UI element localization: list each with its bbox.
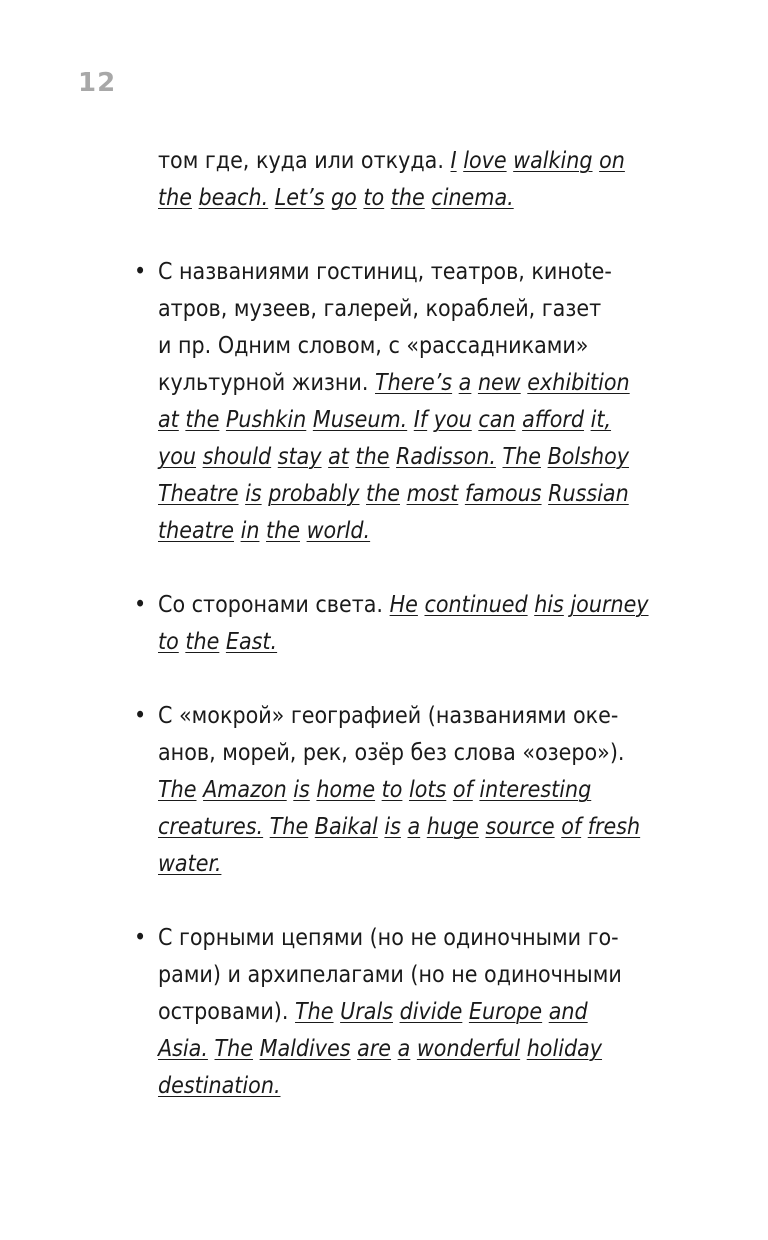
example-word: huge	[426, 814, 479, 840]
example-word: is	[245, 481, 262, 507]
example-word: Radisson.	[396, 444, 496, 470]
example-word: journey	[570, 592, 649, 618]
example-word: lots	[408, 777, 447, 803]
example-word: cinema.	[431, 185, 514, 211]
example-word: East.	[225, 629, 278, 655]
bullet-icon: •	[134, 592, 147, 618]
example-word: beach.	[198, 185, 269, 211]
example-word: most	[406, 481, 459, 507]
example-word: Bolshoy	[547, 444, 629, 470]
item-ru-line: анов, морей, рек, озёр без слова «озеро»).	[158, 740, 625, 766]
example-word: home	[316, 777, 376, 803]
bullet-item-cardinal-directions	[134, 587, 698, 661]
example-word: water.	[158, 851, 222, 877]
example-word: walking	[513, 148, 593, 174]
example-word: There’s	[375, 370, 453, 396]
example-word: at	[328, 444, 349, 470]
example-word: If	[413, 407, 428, 433]
example-word: love	[463, 148, 507, 174]
example-word: you	[433, 407, 472, 433]
item-ru-line: Со сторонами света.	[158, 592, 384, 618]
example-word: the	[266, 518, 300, 544]
bullet-item-water-geography	[134, 698, 698, 883]
example-word: is	[293, 777, 310, 803]
example-word: holiday	[526, 1036, 603, 1062]
example-word: a	[458, 370, 472, 396]
example-word: to	[158, 629, 179, 655]
example-word: the	[366, 481, 400, 507]
example-word: wonderful	[416, 1036, 521, 1062]
example-word: a	[407, 814, 421, 840]
bullet-item-mountain-ranges	[134, 920, 698, 1105]
example-word: destination.	[158, 1073, 281, 1099]
example-word: the	[185, 629, 220, 655]
example-word: probably	[268, 481, 360, 507]
item-ru-line: культурной жизни.	[158, 370, 369, 396]
example-word: is	[384, 814, 401, 840]
example-word: The	[214, 1036, 254, 1062]
example-word: in	[240, 518, 260, 544]
example-word: Pushkin	[225, 407, 307, 433]
example-word: Maldives	[259, 1036, 351, 1062]
intro-example-2	[275, 185, 514, 211]
example-word: the	[355, 444, 390, 470]
example-word: at	[158, 407, 179, 433]
item-ru-line: С названиями гостиниц, театров, кинote-	[158, 259, 612, 285]
example-word: the	[185, 407, 220, 433]
intro-paragraph	[158, 143, 698, 217]
bullet-item-cultural	[134, 254, 698, 550]
item-ru-line: С «мокрой» географией (названиями оке-	[158, 703, 619, 729]
example-word: theatre	[158, 518, 234, 544]
example-word: his	[534, 592, 564, 618]
example-word: fresh	[587, 814, 641, 840]
example-word: The	[295, 999, 334, 1025]
example-word: the	[158, 185, 192, 211]
bullet-icon: •	[134, 925, 147, 951]
example-word: afford	[522, 407, 585, 433]
example-word: stay	[277, 444, 322, 470]
example-word: The	[502, 444, 541, 470]
example-word: exhibition	[527, 370, 630, 396]
example-word: go	[331, 185, 357, 211]
item-ru-line: островами).	[158, 999, 289, 1025]
example-word: it,	[590, 407, 612, 433]
item-ru-line: атров, музеев, галерей, кораблей, газет	[158, 296, 602, 322]
example-word: The	[269, 814, 309, 840]
example-word: Europe	[468, 999, 543, 1025]
example-word: Let’s	[274, 185, 325, 211]
example-word: divide	[399, 999, 463, 1025]
example-word: to	[363, 185, 385, 211]
example-word: the	[390, 185, 425, 211]
page-content	[134, 143, 698, 1105]
example-word: and	[548, 999, 588, 1025]
item-ru-line: С горными цепями (но не одиночными го-	[158, 925, 619, 951]
bullet-icon: •	[134, 259, 147, 285]
example-word: of	[452, 777, 473, 803]
example-word: He	[389, 592, 418, 618]
example-word: to	[381, 777, 403, 803]
example-word: on	[599, 148, 625, 174]
intro-example-1	[451, 148, 625, 174]
example-word: can	[478, 407, 516, 433]
example-word: continued	[424, 592, 528, 618]
example-word: Baikal	[314, 814, 378, 840]
item-ru-line: и пр. Одним словом, с «рассадниками»	[158, 333, 589, 359]
example-word: I	[450, 148, 457, 174]
example-word: you	[158, 444, 197, 470]
example-word: creatures.	[158, 814, 264, 840]
example-word: a	[397, 1036, 411, 1062]
item-ru-line: рами) и архипелагами (но не одиночными	[158, 962, 622, 988]
example-word: interesting	[479, 777, 592, 803]
example-word: Asia.	[158, 1036, 208, 1062]
example-word: world.	[306, 518, 371, 544]
page-number: 12	[78, 68, 117, 98]
example-word: are	[357, 1036, 392, 1062]
example-word: source	[485, 814, 555, 840]
example-word: of	[561, 814, 582, 840]
example-word: should	[202, 444, 272, 470]
example-word: Russian	[548, 481, 629, 507]
example-word: Amazon	[203, 777, 287, 803]
example-word: famous	[464, 481, 542, 507]
example-word: The	[158, 777, 197, 803]
example-word: new	[477, 370, 521, 396]
bullet-icon: •	[134, 703, 147, 729]
example-word: Museum.	[312, 407, 408, 433]
example-word: Theatre	[158, 481, 239, 507]
example-word: Urals	[340, 999, 393, 1025]
intro-ru-text: том где, куда или откуда.	[158, 148, 444, 174]
